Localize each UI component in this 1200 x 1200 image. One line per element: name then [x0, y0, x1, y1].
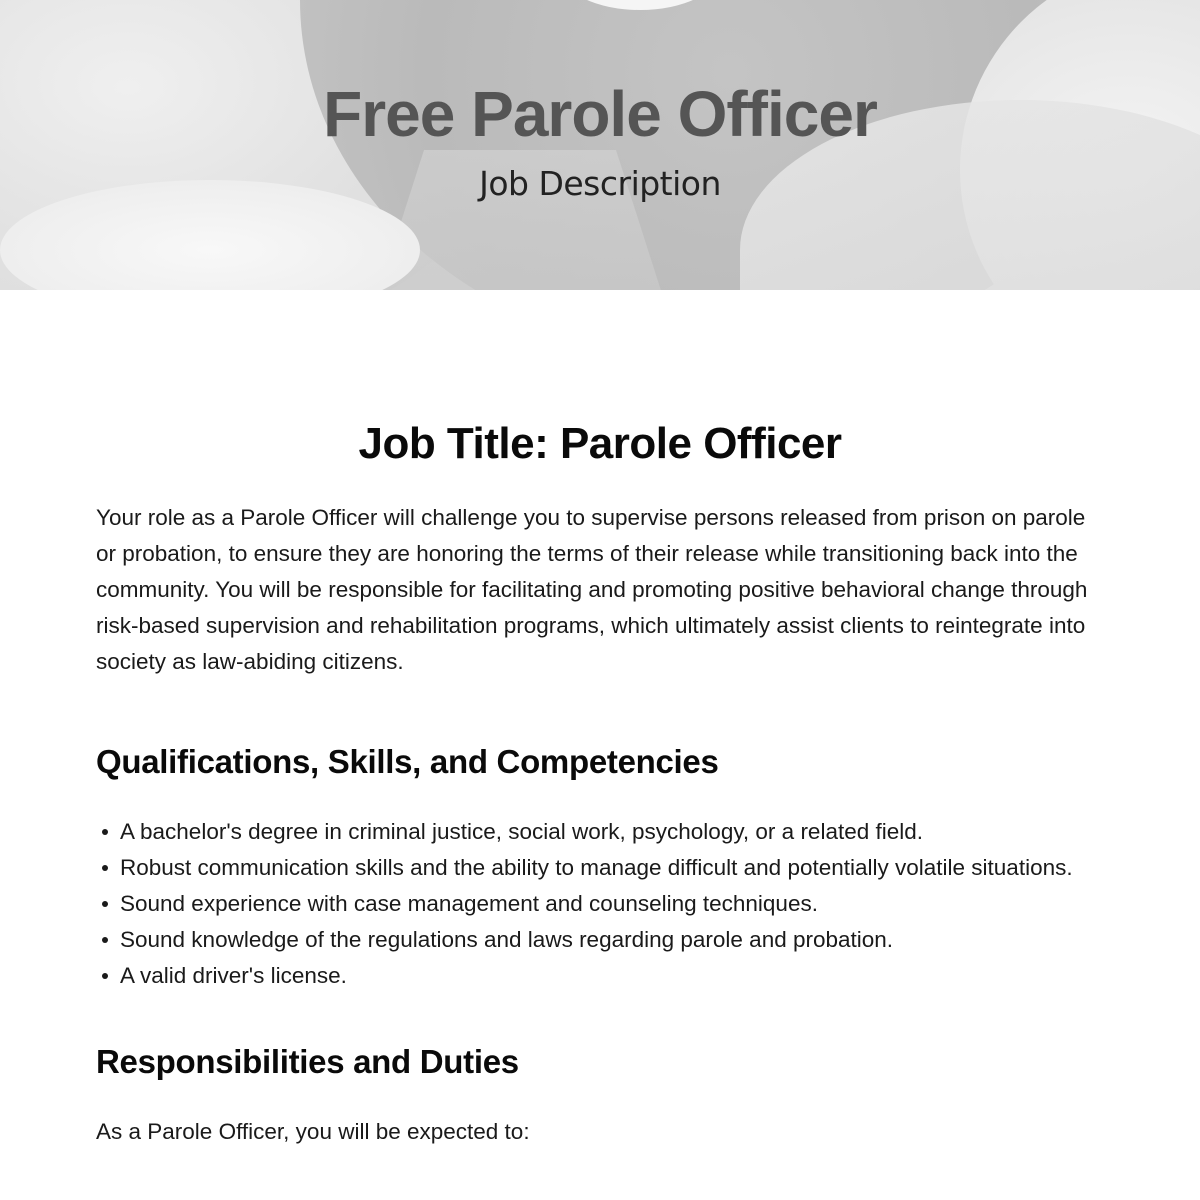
header-banner	[0, 0, 1200, 290]
intro-paragraph: Your role as a Parole Officer will challenge you to supervise persons released from prison on parole or probation, to ensure they are honoring the terms of their release while transitioning back into the community. You will be responsible for facilitating and promoting positive behavioral change through risk-based supervision and rehabilitation programs, which ultimately assist clients to reintegrate into society as law-abiding citizens.	[96, 505, 1088, 674]
list-item-text: Robust communication skills and the ability to manage difficult and potentially volatile situations.	[120, 855, 1073, 880]
list-item	[96, 814, 1106, 850]
list-item	[96, 922, 1106, 958]
bullet-icon	[102, 937, 108, 943]
list-item	[96, 850, 1106, 886]
header-subtitle: Job Description	[479, 164, 721, 203]
list-item-text: Sound experience with case management and counseling techniques.	[120, 891, 818, 916]
list-item-text: A bachelor's degree in criminal justice, social work, psychology, or a related field.	[120, 819, 924, 844]
bullet-icon	[102, 829, 108, 835]
responsibilities-intro: As a Parole Officer, you will be expected to:	[96, 1119, 530, 1144]
list-item-text: Sound knowledge of the regulations and laws regarding parole and probation.	[120, 927, 894, 952]
bullet-icon	[102, 901, 108, 907]
responsibilities-heading: Responsibilities and Duties	[96, 1043, 519, 1080]
job-title: Job Title: Parole Officer	[358, 419, 842, 468]
qualifications-list	[96, 814, 1106, 994]
document-body	[96, 415, 1106, 1150]
list-item	[96, 886, 1106, 922]
qualifications-heading: Qualifications, Skills, and Competencies	[96, 743, 719, 780]
bullet-icon	[102, 865, 108, 871]
list-item-text: A valid driver's license.	[120, 963, 347, 988]
bullet-icon	[102, 973, 108, 979]
header-title: Free Parole Officer	[323, 78, 877, 150]
list-item	[96, 958, 1106, 994]
